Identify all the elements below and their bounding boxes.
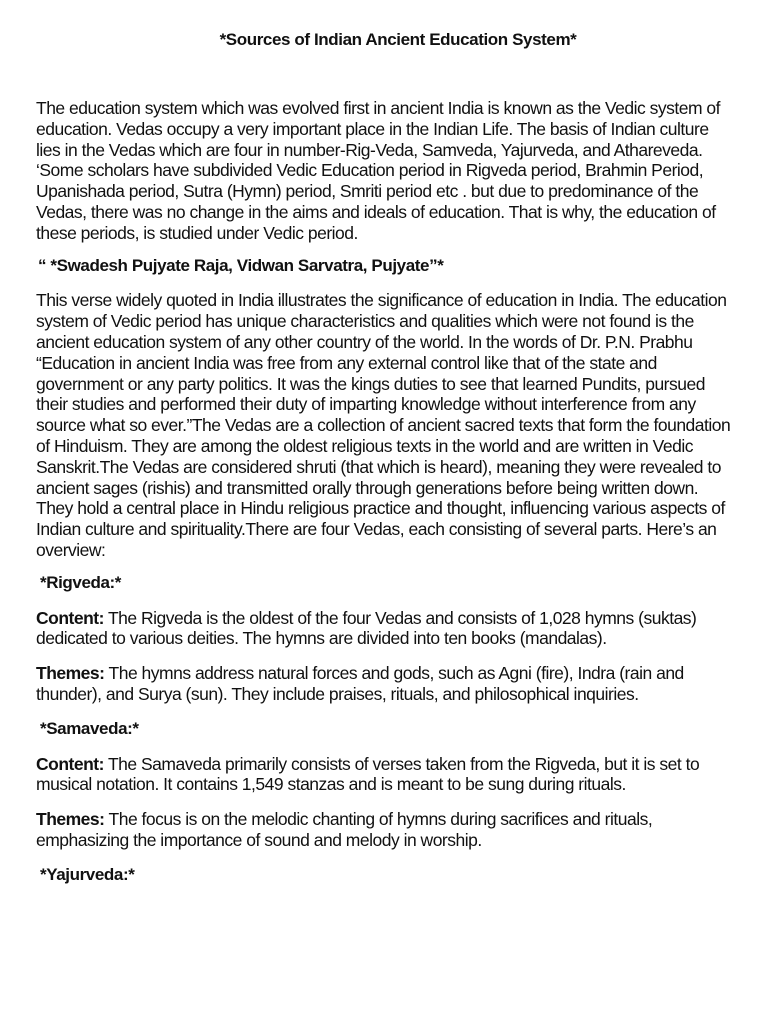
intro-paragraph: The education system which was evolved first in ancient India is known as the Vedic system of education. Vedas occupy a very important place in the Indian Life. The basis of Indian culture lies in the Vedas which are four in number-Rig-Veda, Samveda, Yajurveda, and Athareveda. ‘Some scholars have subdivided Vedic Education period in Rigveda period, Brahmin Period, Upanishada period, Sutra (Hymn) period, Smriti period etc . but due to predominance of the Vedas, there was no change in the aims and ideals of education. That is why, the education of these periods, is studied under Vedic period. [36, 98, 720, 243]
themes-label: Themes: [36, 663, 105, 684]
verse-quote: “ *Swadesh Pujyate Raja, Vidwan Sarvatra, Pujyate”* [38, 255, 444, 275]
document-page [36, 30, 736, 900]
themes-text: The hymns address natural forces and gods, such as Agni (fire), Indra (rain and thunder), and Surya (sun). They include praises, rituals, and philosophical inquiries. [36, 663, 684, 704]
themes-label: Themes: [36, 809, 105, 830]
yajurveda-heading: *Yajurveda:* [40, 864, 135, 884]
themes-text: The focus is on the melodic chanting of hymns during sacrifices and rituals, emphasizing the importance of sound and melody in worship. [36, 809, 653, 850]
content-text: The Rigveda is the oldest of the four Vedas and consists of 1,028 hymns (suktas) dedicated to various deities. The hymns are divided into ten books (mandalas). [36, 607, 697, 649]
content-label: Content: [36, 753, 104, 774]
rigveda-content [36, 608, 736, 650]
rigveda-themes [36, 663, 736, 705]
document-title: *Sources of Indian Ancient Education System* [219, 30, 577, 49]
body-paragraph: This verse widely quoted in India illustrates the significance of education in India. The education system of Vedic period has unique characteristics and qualities which were not found is the ancient education system of any other country of the world. In the words of Dr. P.N. Prabhu “Education in ancient India was free from any external control like that of the state and government or any party politics. It was the kings duties to see that learned Pundits, pursued their studies and performed their duty of imparting knowledge without interference from any source what so ever.”The Vedas are a collection of ancient sacred texts that form the foundation of Hinduism. They are among the oldest religious texts in the world and are written in Vedic Sanskrit.The Vedas are considered shruti (that which is heard), meaning they were revealed to ancient sages (rishis) and transmitted orally through generations before being written down. They hold a central place in Hindu religious practice and thought, influencing various aspects of Indian culture and spirituality.There are four Vedas, each consisting of several parts. Here’s an overview: [36, 290, 731, 560]
samaveda-content [36, 754, 736, 796]
samaveda-themes [36, 809, 736, 851]
content-label: Content: [36, 607, 104, 628]
rigveda-heading: *Rigveda:* [40, 572, 122, 592]
samaveda-heading: *Samaveda:* [40, 718, 139, 738]
content-text: The Samaveda primarily consists of verses taken from the Rigveda, but it is set to musical notation. It contains 1,549 stanzas and is meant to be sung during rituals. [36, 753, 700, 795]
